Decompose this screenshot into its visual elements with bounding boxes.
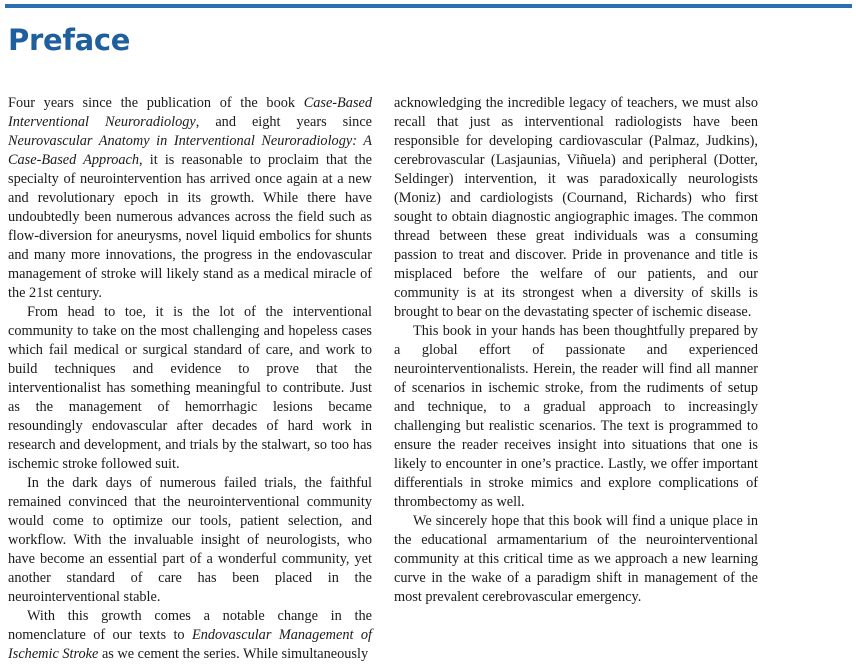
left-paragraph-1 <box>8 94 372 303</box>
left-paragraph-2: From head to toe, it is the lot of the interventional community to take on the most challenging and hopeless cases which fail medical or surgical standard of care, and work to build techniques and evidence to prove that the interventionalist has something meaningful to contribute. Just as the management of hemorrhagic lesions became resoundingly endovascular after decades of hard work in research and development, and trials by the stalwart, so too has ischemic stroke followed suit. <box>8 304 372 472</box>
left-paragraph-3: In the dark days of numerous failed trials, the faithful remained convinced that the neurointerventional community would come to optimize our tools, patient selection, and workflow. With the invaluable insight of neurologists, who have become an essential part of a wonderful community, yet another standard of care has been placed in the neurointerventional stable. <box>8 475 372 605</box>
p4-text-c: as we cement the series. While simultaneously <box>98 646 369 662</box>
p1-text-e: , it is reasonable to proclaim that the specialty of neurointervention has arrived once again at a new and revolutionary epoch in its growth. While there have undoubtedly been numerous advances across the field such as flow-diversion for aneurysms, novel liquid embolics for shunts and many more innovations, the progress in the endovascular management of stroke will likely stand as a medical miracle of the 21st century. <box>8 152 372 301</box>
top-rule <box>5 4 852 8</box>
right-paragraph-3: We sincerely hope that this book will find a unique place in the educational armamentarium of the neurointerventional community at this critical time as we approach a new learning curve in the wake of a paradigm shift in management of the most prevalent cerebrovascular emergency. <box>394 513 758 605</box>
left-column <box>8 94 372 664</box>
right-paragraph-2: This book in your hands has been thoughtfully prepared by a global effort of passionate and experienced neurointerventionalists. Herein, the reader will find all manner of scenarios in ischemic stroke, from the rudiments of setup and technique, to a gradual approach to increasingly challenging but realistic scenarios. The text is programmed to ensure the reader receives insight into situations that one is likely to encounter in one’s practice. Lastly, we offer important differentials in stroke mimics and explore complications of thrombectomy as well. <box>394 323 758 510</box>
p1-book-title-2: Neurovascular Anatomy in Interventional Neuroradiology: A Case-Based Approach <box>8 133 372 168</box>
right-column <box>394 94 758 607</box>
p1-text-c: , and eight years since <box>195 114 373 130</box>
p4-book-title: Endovascular Management of Ischemic Stroke <box>8 627 372 662</box>
p1-text-a: Four years since the publication of the book <box>8 95 304 111</box>
p4-text-a: With this growth comes a notable change in the nomenclature of our texts to <box>8 608 372 643</box>
left-paragraph-4 <box>8 607 372 664</box>
p1-book-title-1: Case-Based Interventional Neuroradiology <box>8 95 372 130</box>
page-title: Preface <box>8 23 131 57</box>
right-paragraph-1: acknowledging the incredible legacy of teachers, we must also recall that just as interventional radiologists have been responsible for developing cardiovascular (Palmaz, Judkins), cerebrovascular (Lasjaunias, Viñuela) and peripheral (Dotter, Seldinger) intervention, it was paradoxically neurologists (Moniz) and cardiologists (Cournand, Richards) who first sought to obtain diagnostic angiographic images. The common thread between these great individuals was a consuming passion to treat and discover. Pride in provenance and title is misplaced before the welfare of our patients, and our community is at its strongest when a diversity of skills is brought to bear on the devastating specter of ischemic disease. <box>394 95 758 320</box>
